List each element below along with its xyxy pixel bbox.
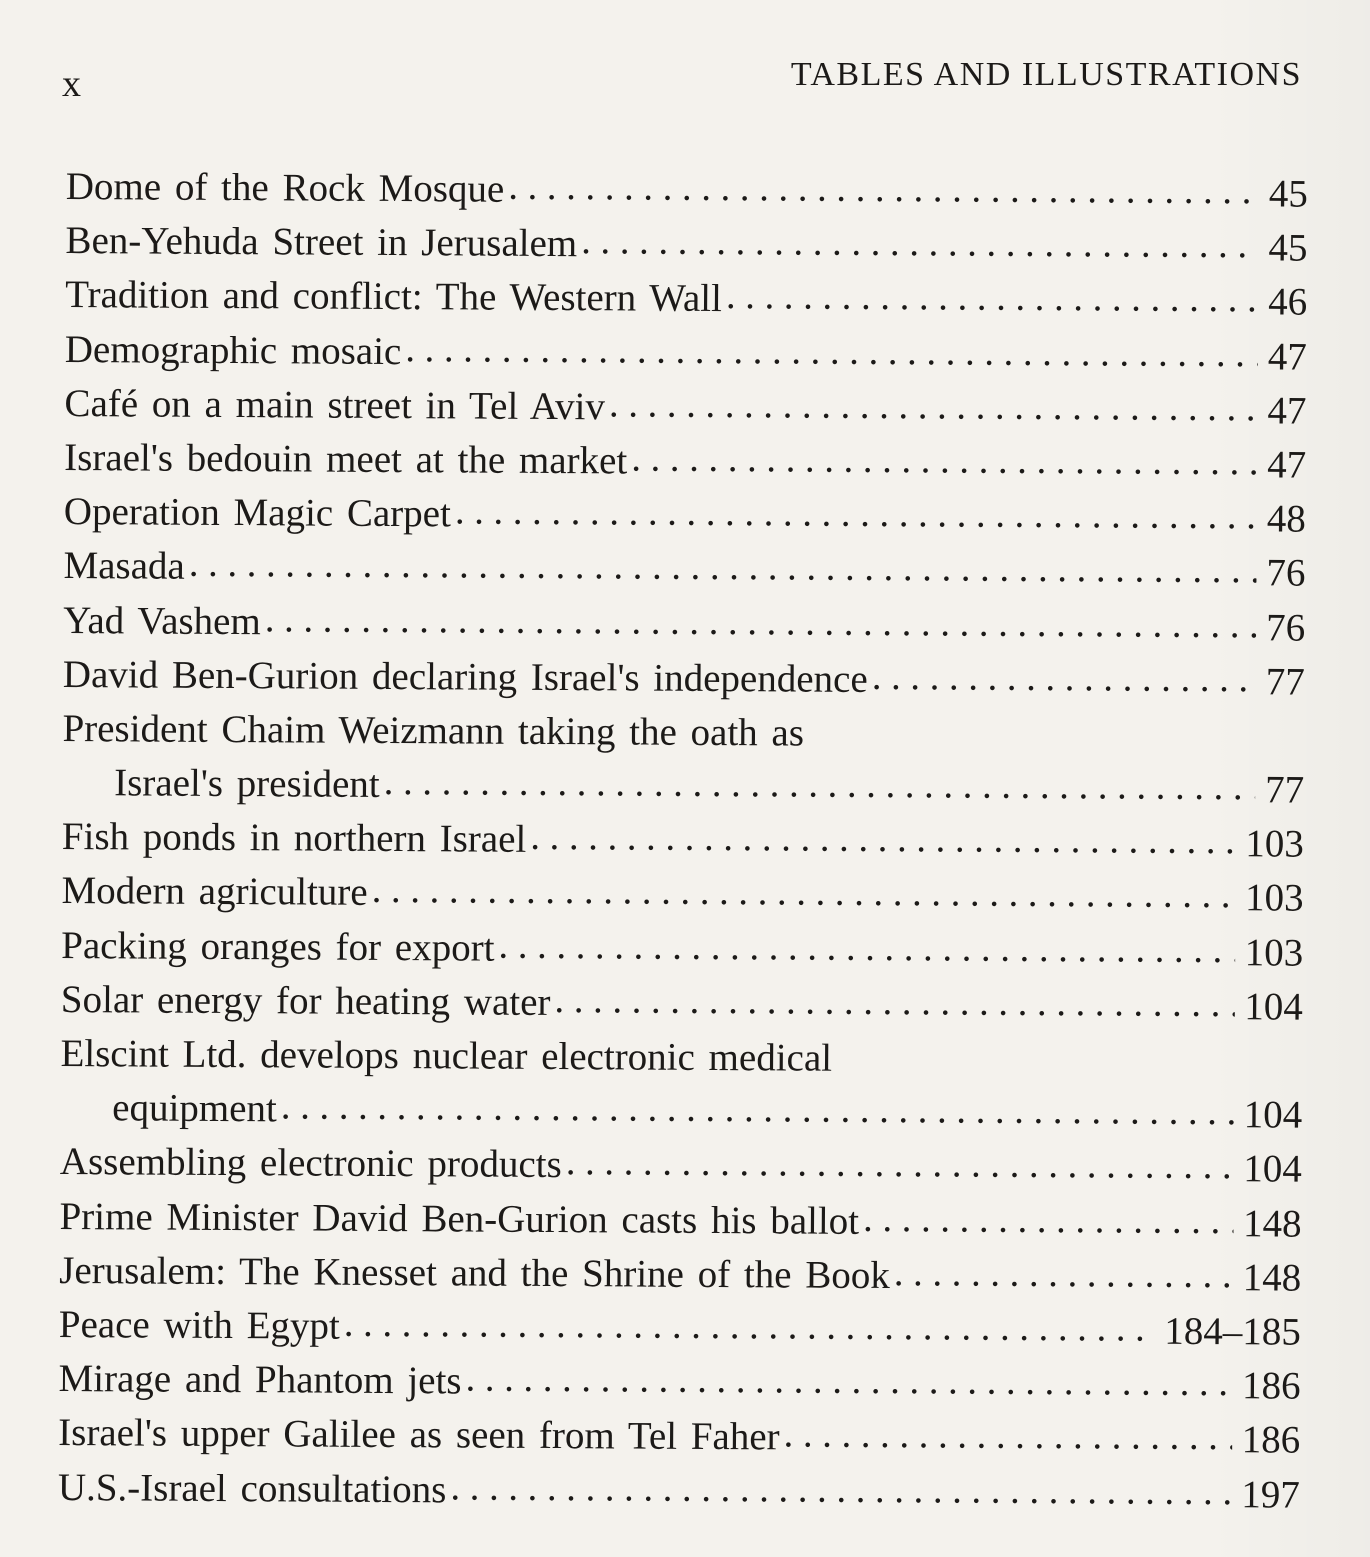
entry-title: Prime Minister David Ben-Gurion casts his ballot <box>59 1194 860 1243</box>
list-item <box>60 1081 1302 1143</box>
entry-title: Israel's upper Galilee as seen from Tel Faher <box>58 1411 780 1459</box>
list-item <box>61 864 1303 926</box>
dot-leader <box>265 592 1257 652</box>
entry-page: 47 <box>1267 443 1307 487</box>
entry-page: 46 <box>1268 280 1308 324</box>
entry-title: Ben-Yehuda Street in Jerusalem <box>65 219 578 266</box>
entry-page: 45 <box>1268 226 1308 270</box>
dot-leader <box>508 160 1259 219</box>
list-item <box>59 1244 1301 1306</box>
list-item <box>62 810 1304 872</box>
dot-leader <box>783 1408 1231 1465</box>
dot-leader <box>566 1135 1234 1193</box>
dot-leader <box>726 269 1259 326</box>
entry-title-line1: Elscint Ltd. develops nuclear electronic medical <box>60 1031 833 1080</box>
list-item <box>58 1460 1300 1522</box>
entry-page: 184–185 <box>1164 1309 1301 1354</box>
list-item <box>61 919 1303 981</box>
entry-title: Tradition and conflict: The Western Wall <box>65 273 723 321</box>
page-header <box>60 56 1302 106</box>
page-number: x <box>62 63 82 105</box>
dot-leader <box>465 1352 1232 1411</box>
list-item <box>58 1406 1300 1468</box>
dot-leader <box>450 1460 1231 1519</box>
entry-title: Packing oranges for export <box>61 923 495 970</box>
entry-page: 148 <box>1242 1255 1302 1300</box>
dot-leader <box>631 431 1257 489</box>
running-head: TABLES AND ILLUSTRATIONS <box>790 56 1302 93</box>
entry-page: 47 <box>1267 389 1307 433</box>
entry-page: 148 <box>1242 1201 1302 1246</box>
dot-leader <box>498 918 1235 977</box>
entry-page: 103 <box>1244 930 1304 975</box>
dot-leader <box>281 1080 1234 1140</box>
list-item <box>65 323 1307 385</box>
list-item <box>64 431 1306 493</box>
entry-title: Café on a main street in Tel Aviv <box>64 381 606 429</box>
dot-leader <box>872 650 1256 707</box>
entry-page: 103 <box>1245 822 1304 866</box>
dot-leader <box>581 214 1259 272</box>
list-item <box>62 756 1304 818</box>
list-item-first-line <box>60 1027 1302 1089</box>
list-item-first-line <box>62 702 1304 764</box>
entry-page: 104 <box>1243 1147 1302 1191</box>
entry-title: Israel's bedouin meet at the market <box>64 435 628 483</box>
entry-title: Demographic mosaic <box>64 327 402 373</box>
entry-title: Operation Magic Carpet <box>63 490 452 536</box>
entry-title: Modern agriculture <box>61 869 368 915</box>
entry-page: 76 <box>1266 605 1306 650</box>
list-item <box>63 593 1305 655</box>
entry-title: Israel's president <box>114 761 380 806</box>
dot-leader <box>372 863 1236 922</box>
list-item <box>65 268 1307 330</box>
entry-page: 45 <box>1268 172 1308 216</box>
illustrations-list <box>58 160 1308 1522</box>
list-item <box>61 973 1303 1035</box>
dot-leader <box>384 755 1256 815</box>
entry-page: 197 <box>1241 1472 1301 1517</box>
entry-page: 77 <box>1265 768 1305 812</box>
dot-leader <box>189 537 1257 598</box>
entry-page: 47 <box>1267 334 1307 379</box>
entry-title: Peace with Egypt <box>58 1302 340 1348</box>
list-item <box>66 160 1308 222</box>
entry-title: Masada <box>63 544 185 589</box>
entry-page: 76 <box>1266 551 1306 595</box>
entry-title: Jerusalem: The Knesset and the Shrine of the Book <box>59 1248 890 1297</box>
entry-title: Dome of the Rock Mosque <box>65 164 505 211</box>
entry-page: 186 <box>1241 1364 1301 1408</box>
list-item <box>59 1298 1301 1360</box>
list-item <box>65 214 1307 276</box>
entry-page: 104 <box>1244 985 1303 1029</box>
list-item <box>60 1135 1302 1197</box>
entry-page: 186 <box>1241 1418 1301 1462</box>
entry-title: U.S.-Israel consultations <box>57 1465 447 1511</box>
dot-leader <box>894 1246 1233 1302</box>
list-item <box>63 648 1305 710</box>
entry-title: Mirage and Phantom jets <box>58 1357 462 1403</box>
entry-page: 48 <box>1266 497 1306 541</box>
entry-title: Assembling electronic products <box>59 1140 562 1187</box>
entry-page: 104 <box>1243 1093 1303 1137</box>
entry-title: David Ben-Gurion declaring Israel's independence <box>62 652 868 701</box>
entry-page: 103 <box>1244 876 1304 921</box>
list-item <box>59 1190 1301 1252</box>
list-item <box>63 539 1305 601</box>
list-item <box>64 377 1306 439</box>
dot-leader <box>863 1191 1233 1247</box>
entry-title: Yad Vashem <box>63 598 261 643</box>
entry-title: Fish ponds in northern Israel <box>61 815 527 862</box>
dot-leader <box>405 322 1258 381</box>
dot-leader <box>609 377 1258 435</box>
dot-leader <box>530 810 1235 869</box>
dot-leader <box>455 485 1257 544</box>
entry-title: Solar energy for heating water <box>60 977 551 1024</box>
entry-page: 77 <box>1265 660 1305 704</box>
list-item <box>58 1352 1300 1414</box>
entry-title: equipment <box>112 1086 277 1131</box>
dot-leader <box>344 1297 1155 1356</box>
dot-leader <box>554 973 1234 1031</box>
entry-title-line1: President Chaim Weizmann taking the oath as <box>62 706 805 755</box>
